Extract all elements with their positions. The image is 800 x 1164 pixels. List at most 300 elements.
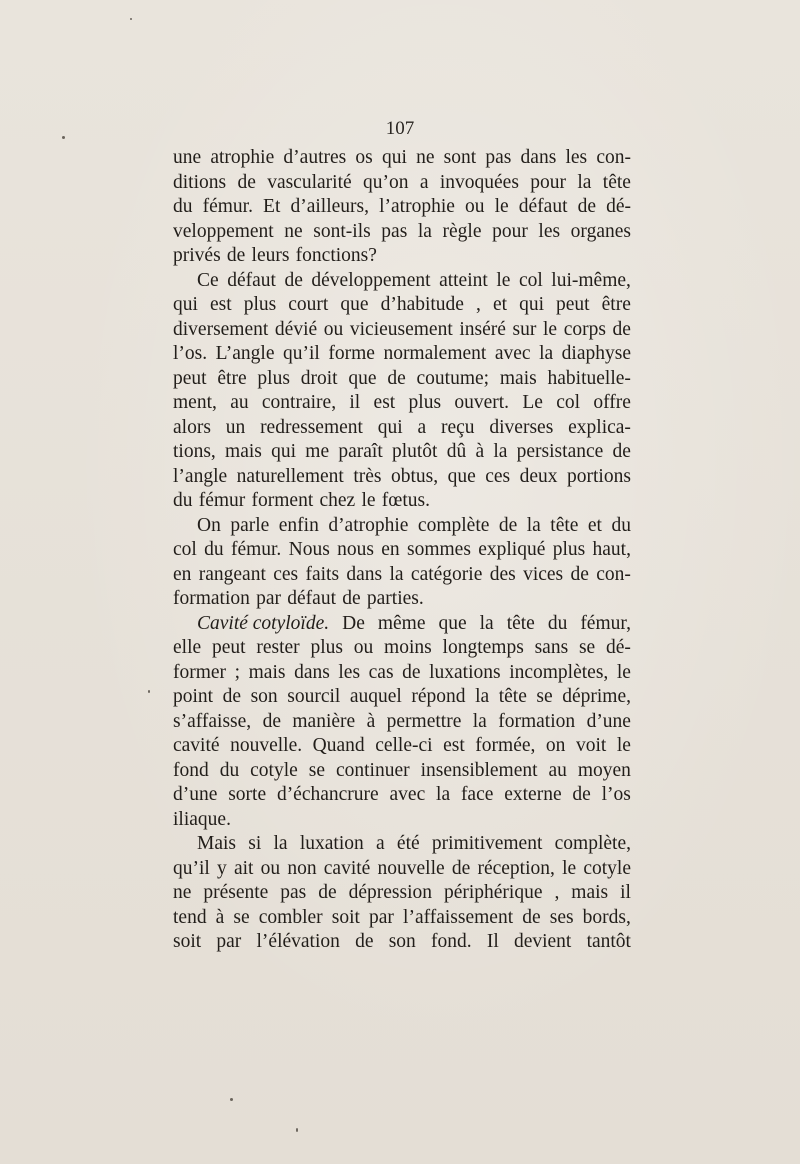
word: le xyxy=(562,857,577,879)
word: rester xyxy=(256,637,300,658)
word: présente xyxy=(203,882,269,903)
word: contraire, xyxy=(261,392,337,413)
text-line xyxy=(173,636,631,661)
word: même xyxy=(377,612,426,634)
paper-speck xyxy=(230,1098,233,1101)
word: insensiblement xyxy=(420,759,538,781)
text-line xyxy=(173,906,631,931)
word: que xyxy=(447,465,476,487)
word: et xyxy=(587,514,602,536)
word: ait xyxy=(233,857,254,879)
word: cotyle xyxy=(583,857,631,879)
word: col xyxy=(173,539,197,560)
word: dé- xyxy=(606,196,631,217)
word: réception, xyxy=(477,857,555,879)
word: forme xyxy=(328,343,375,364)
word: non xyxy=(287,857,317,879)
word: diversement xyxy=(173,318,269,340)
word: ne xyxy=(173,882,192,903)
word: a xyxy=(376,833,385,854)
word: qui xyxy=(381,147,407,168)
word: du xyxy=(204,539,224,560)
word: vascularité xyxy=(267,171,352,193)
word: à xyxy=(215,906,225,928)
word: fond. xyxy=(431,931,472,952)
word: la xyxy=(472,710,487,732)
word: sourcil xyxy=(287,686,341,707)
word: de xyxy=(222,686,242,707)
word: au xyxy=(230,392,249,413)
word: par xyxy=(256,588,282,609)
word: cotyle xyxy=(250,759,298,781)
word: , xyxy=(554,882,560,903)
word: de xyxy=(318,882,337,903)
word: devient xyxy=(513,931,572,952)
word: de xyxy=(612,441,631,462)
word: ou xyxy=(465,196,485,217)
word: pour xyxy=(492,220,528,242)
word: est xyxy=(443,735,465,756)
text-line xyxy=(173,538,631,563)
word: complète, xyxy=(554,833,631,854)
word: son xyxy=(388,931,416,952)
word: pas xyxy=(485,147,512,168)
word: cavité xyxy=(173,735,220,756)
word: en xyxy=(173,563,192,585)
paper-speck xyxy=(130,18,132,20)
word: L’angle xyxy=(215,343,275,364)
word: continuer xyxy=(335,759,410,781)
word: de xyxy=(342,588,361,609)
word: par xyxy=(216,931,242,952)
word: de xyxy=(226,245,246,266)
word: organes xyxy=(570,220,631,242)
word: de xyxy=(498,514,518,536)
word: offre xyxy=(593,392,631,413)
text-line xyxy=(173,930,631,955)
word: dû xyxy=(446,441,467,462)
word: reçu xyxy=(441,416,475,438)
word: de xyxy=(451,857,471,879)
word: être xyxy=(217,367,247,389)
word: externe xyxy=(504,784,562,805)
word: ou xyxy=(323,318,344,340)
word: plus xyxy=(408,392,442,413)
word: pour xyxy=(530,171,567,193)
word: plus xyxy=(310,637,343,658)
word: s’affaisse, xyxy=(173,710,252,732)
word: du xyxy=(173,490,193,511)
word: ment, xyxy=(173,392,217,413)
word: la xyxy=(539,343,554,364)
text-line xyxy=(173,514,631,539)
word: obtus, xyxy=(390,465,439,487)
word: plus xyxy=(257,367,290,389)
word: normalement xyxy=(383,343,487,364)
word: qui xyxy=(519,294,544,315)
text-line xyxy=(173,269,631,294)
word: la xyxy=(273,833,288,854)
word: sur xyxy=(512,318,537,340)
word: qu’il xyxy=(283,343,320,364)
word: manière xyxy=(292,710,356,732)
word: qui xyxy=(377,416,403,438)
text-line xyxy=(173,710,631,735)
word: nous xyxy=(337,539,374,560)
italic-heading: Cavité cotyloïde. xyxy=(197,612,330,634)
word: le xyxy=(494,196,509,217)
word: col xyxy=(556,392,581,413)
word: diaphyse xyxy=(561,343,631,364)
word: pas xyxy=(381,220,408,242)
word: corps xyxy=(563,318,606,340)
word: chez xyxy=(319,490,356,511)
text-line xyxy=(173,759,631,784)
word: dépression xyxy=(348,882,432,903)
word: les xyxy=(338,661,361,683)
word: De xyxy=(342,612,365,634)
word: le xyxy=(361,490,376,511)
text-line xyxy=(173,220,631,245)
word: de xyxy=(522,906,541,928)
word: droit xyxy=(300,367,338,389)
word: sorte xyxy=(228,784,267,805)
word: alors xyxy=(173,416,211,438)
word: il xyxy=(620,882,631,903)
word: luxations xyxy=(429,661,501,683)
word: cavité xyxy=(323,857,371,879)
word: con- xyxy=(596,147,631,168)
word: me xyxy=(305,441,330,462)
word: habituelle- xyxy=(547,367,631,389)
text-line xyxy=(173,734,631,759)
word: du xyxy=(219,759,240,781)
word: le xyxy=(616,735,631,756)
word: la xyxy=(479,612,494,634)
word: d’échancrure xyxy=(276,784,379,805)
text-line xyxy=(173,465,631,490)
word: celle-ci xyxy=(375,735,433,756)
word: tête xyxy=(602,171,631,193)
word: de xyxy=(570,563,589,585)
word: la xyxy=(577,171,592,193)
word: défaut xyxy=(518,196,568,217)
word: cas xyxy=(368,661,394,683)
word: dévié xyxy=(274,318,318,340)
word: dé- xyxy=(606,637,631,658)
word: par xyxy=(369,906,394,928)
word: persistance xyxy=(516,441,604,462)
word: de xyxy=(237,171,256,193)
word: ; xyxy=(234,661,241,683)
word: la xyxy=(417,220,432,242)
word: naturellement xyxy=(236,465,344,487)
word: d’habitude xyxy=(380,294,464,315)
word: dans xyxy=(346,563,383,585)
word: la xyxy=(389,563,404,585)
word: luxation xyxy=(299,833,364,854)
word: la xyxy=(436,784,451,805)
word: de xyxy=(402,661,421,683)
word: explica- xyxy=(568,416,631,438)
word: l’os. xyxy=(173,343,208,364)
text-line xyxy=(173,244,631,269)
word: former xyxy=(173,661,227,683)
word: vicieusement xyxy=(349,318,453,340)
word: haut, xyxy=(592,539,631,560)
word: son xyxy=(250,686,278,707)
word: parle xyxy=(230,514,270,536)
text-line xyxy=(173,808,631,833)
word: ne xyxy=(416,147,435,168)
word: été xyxy=(396,833,420,854)
word: du xyxy=(611,514,631,536)
word: leurs xyxy=(251,245,290,266)
word: voit xyxy=(575,735,607,756)
word: se xyxy=(536,686,553,707)
word: ces xyxy=(273,563,299,585)
word: Mais xyxy=(197,833,236,854)
word: permettre xyxy=(386,710,462,732)
word: de xyxy=(612,318,631,340)
body-text xyxy=(173,146,631,955)
text-line xyxy=(173,367,631,392)
text-line xyxy=(173,195,631,220)
page-number: 107 xyxy=(385,118,415,139)
text-line xyxy=(173,440,631,465)
word: défaut xyxy=(287,588,337,609)
word: bords, xyxy=(582,906,631,928)
word: incomplètes, xyxy=(509,661,609,683)
word: que xyxy=(438,612,467,634)
word: ces xyxy=(485,465,511,487)
word: sont xyxy=(443,147,477,168)
word: Ce xyxy=(197,269,219,291)
word: rangeant xyxy=(198,563,266,585)
word: nouvelle. xyxy=(230,735,303,756)
word: Le xyxy=(522,392,543,413)
text-line xyxy=(173,587,631,612)
word: l’atrophie xyxy=(379,196,455,217)
word: avec xyxy=(494,343,531,364)
word: formation xyxy=(498,710,576,732)
word: redressement xyxy=(260,416,363,438)
word: que xyxy=(348,367,377,389)
word: faits xyxy=(305,563,340,585)
word: ditions xyxy=(173,171,227,193)
paper-speck xyxy=(148,690,150,693)
word: lui-même, xyxy=(551,269,631,291)
word: au xyxy=(548,759,567,781)
word: l’élévation xyxy=(256,931,340,952)
word: formation xyxy=(173,588,250,609)
word: il xyxy=(349,392,361,413)
word: développement xyxy=(311,269,431,291)
paper-speck xyxy=(62,136,65,139)
word: d’ailleurs, xyxy=(290,196,369,217)
word: des xyxy=(489,563,516,585)
word: soit xyxy=(331,906,360,928)
word: défaut xyxy=(227,269,276,291)
word: nouvelle xyxy=(377,857,445,879)
text-line xyxy=(173,832,631,857)
word: diverses xyxy=(489,416,554,438)
text-line xyxy=(173,783,631,808)
word: invoquées xyxy=(439,171,519,193)
word: mais xyxy=(571,882,609,903)
word: complète xyxy=(417,514,490,536)
word: sommes xyxy=(406,539,471,560)
word: veloppement xyxy=(173,220,274,242)
text-line xyxy=(173,171,631,196)
word: tend xyxy=(173,906,207,928)
word: déprime, xyxy=(562,686,631,707)
word: peut xyxy=(211,637,246,658)
word: à xyxy=(366,710,376,732)
word: ne xyxy=(284,220,303,242)
word: fémur. xyxy=(230,539,282,560)
text-line xyxy=(173,857,631,882)
word: et xyxy=(492,294,508,315)
word: est xyxy=(209,294,232,315)
word: plus xyxy=(243,294,277,315)
word: mais xyxy=(499,367,537,389)
text-line xyxy=(173,685,631,710)
word: peut xyxy=(556,294,590,315)
word: privés xyxy=(173,245,221,266)
word: l’affaissement xyxy=(403,906,514,928)
word: moins xyxy=(384,637,432,658)
word: fémur xyxy=(198,490,246,511)
word: combler xyxy=(258,906,323,928)
word: d’autres xyxy=(283,147,347,168)
word: sont-ils xyxy=(313,220,371,242)
word: Quand xyxy=(312,735,365,756)
word: Nous xyxy=(288,539,330,560)
word: ou xyxy=(260,857,281,879)
word: soit xyxy=(173,931,202,952)
word: de xyxy=(577,196,596,217)
word: moyen xyxy=(577,759,631,781)
word: se xyxy=(233,906,250,928)
word: enfin xyxy=(278,514,319,536)
word: pas xyxy=(280,882,307,903)
word: face xyxy=(460,784,494,805)
word: iliaque. xyxy=(173,808,231,830)
word: expliqué xyxy=(478,539,546,560)
word: plus xyxy=(552,539,586,560)
word: qui xyxy=(271,441,297,462)
word: tête xyxy=(498,686,527,707)
word: est xyxy=(373,392,396,413)
word: longtemps xyxy=(442,637,524,658)
word: les xyxy=(565,147,588,168)
word: d’une xyxy=(173,784,218,805)
word: sans xyxy=(534,637,569,658)
word: de xyxy=(262,710,281,732)
word: deux xyxy=(519,465,558,487)
word: la xyxy=(475,686,490,707)
word: fœtus. xyxy=(381,490,430,511)
word: mais xyxy=(248,661,286,683)
word: portions xyxy=(567,465,631,487)
word: que xyxy=(340,294,369,315)
word: l’os xyxy=(601,784,631,805)
word: elle xyxy=(173,637,202,658)
word: règle xyxy=(442,220,482,242)
word: très xyxy=(353,465,382,487)
word: tantôt xyxy=(586,931,631,952)
word: qu’on xyxy=(363,171,409,193)
word: parties. xyxy=(366,588,424,609)
word: périphérique xyxy=(443,882,543,903)
word: atrophie xyxy=(210,147,275,168)
text-line xyxy=(173,342,631,367)
text-line xyxy=(173,293,631,318)
word: à xyxy=(475,441,485,462)
word: mais xyxy=(225,441,262,462)
word: la xyxy=(493,441,508,462)
word: ouvert. xyxy=(454,392,510,413)
word: du xyxy=(173,196,193,217)
word: Et xyxy=(263,196,281,217)
word: si xyxy=(248,833,262,854)
text-line xyxy=(173,318,631,343)
paper-speck xyxy=(296,1128,298,1132)
word: ses xyxy=(549,906,574,928)
text-line xyxy=(173,661,631,686)
word: tions, xyxy=(173,441,216,462)
word: con- xyxy=(596,563,631,585)
word: qui xyxy=(173,294,198,315)
word: atteint xyxy=(439,269,488,291)
word: un xyxy=(225,416,246,438)
word: os xyxy=(355,147,373,168)
word: du xyxy=(547,612,568,634)
text-line xyxy=(173,489,631,514)
word: l’angle xyxy=(173,465,228,487)
word: se xyxy=(578,637,596,658)
word: catégorie xyxy=(410,563,483,585)
word: ou xyxy=(353,637,374,658)
word: , xyxy=(476,294,481,315)
word: une xyxy=(173,147,202,168)
word: qu’il xyxy=(173,857,210,879)
word: formée, xyxy=(475,735,536,756)
word: tête xyxy=(550,514,579,536)
word: point xyxy=(173,686,214,707)
word: fémur, xyxy=(580,612,631,634)
word: inséré xyxy=(459,318,506,340)
word: y xyxy=(217,857,227,879)
word: Il xyxy=(486,931,499,952)
word: on xyxy=(545,735,566,756)
word: fond xyxy=(173,759,209,781)
word: forment xyxy=(251,490,314,511)
text-line xyxy=(173,416,631,441)
word: primitivement xyxy=(431,833,543,854)
word: le xyxy=(616,661,631,683)
text-line xyxy=(173,612,631,637)
word: peut xyxy=(173,367,207,389)
word: d’atrophie xyxy=(328,514,409,536)
word: fémur. xyxy=(202,196,253,217)
word: plutôt xyxy=(391,441,438,462)
word: le xyxy=(496,269,511,291)
word: être xyxy=(601,294,631,315)
text-line xyxy=(173,391,631,416)
word: col xyxy=(518,269,543,291)
